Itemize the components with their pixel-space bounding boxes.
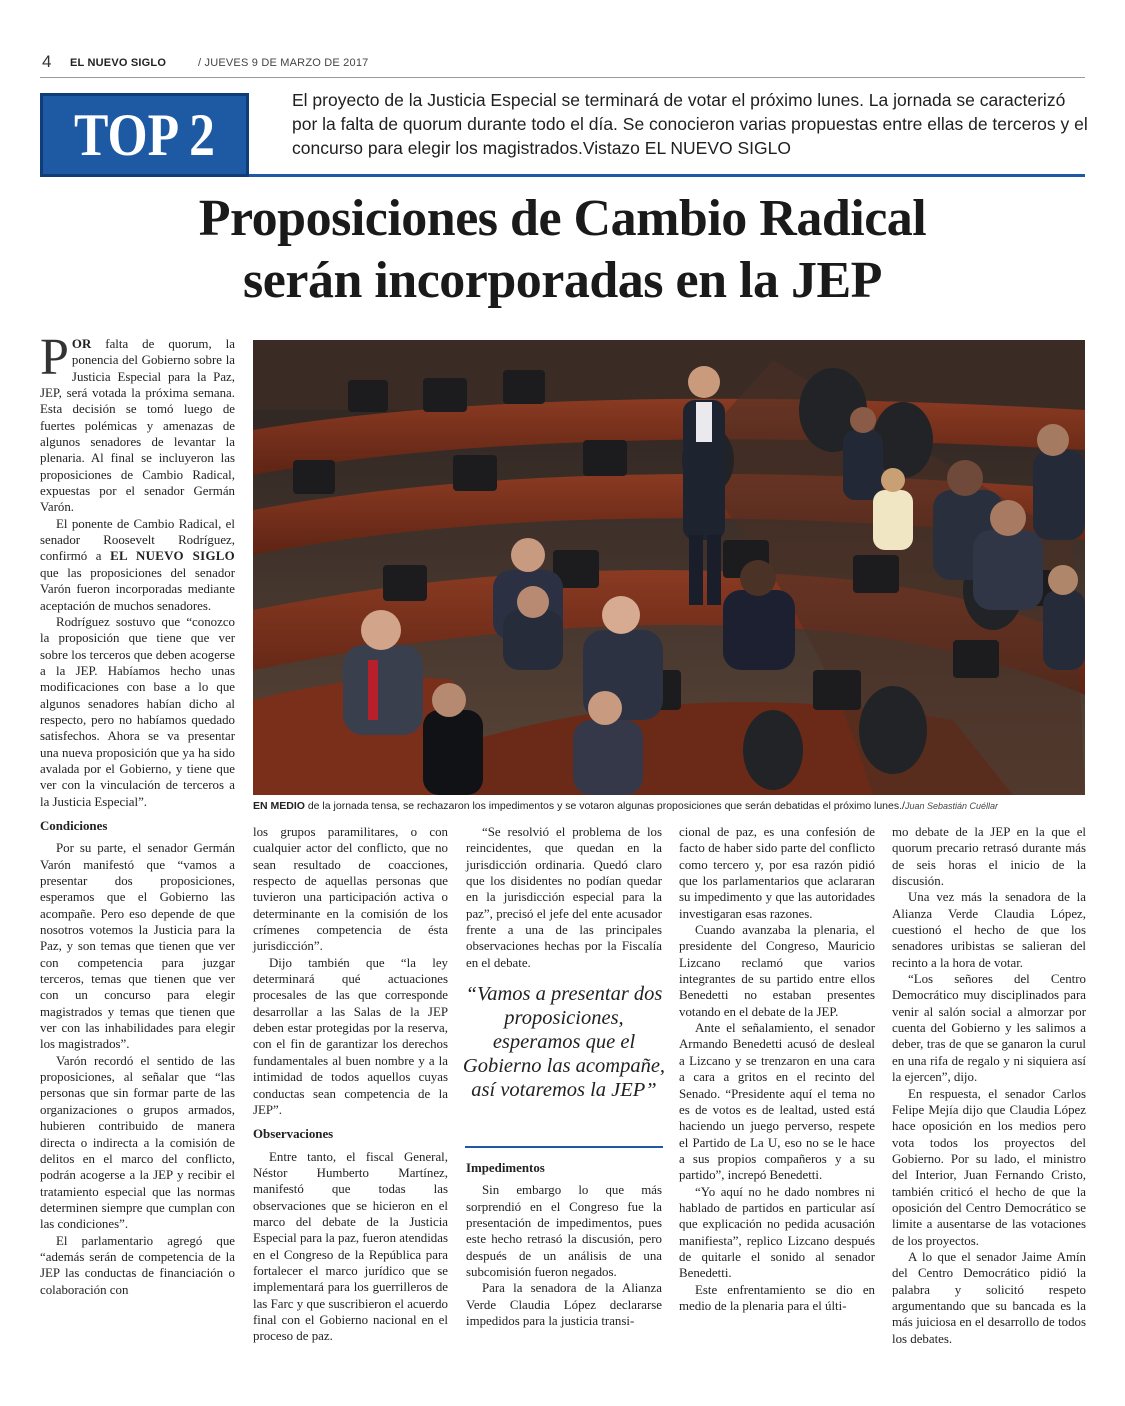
headline-line-2: serán incorporadas en la JEP: [243, 252, 882, 309]
paragraph: Rodríguez sostuvo que “conozco la proposición que tiene que ver sobre los terceros que deben acogerse a la JEP. Habíamos hecho unas modificaciones con base a lo que algunos senadores habían dicho al respecto, pero no habíamos quedado satisfechos. Ahora se va presentar una nueva proposición que ya ha sido avalada por el Gobierno, y tiene que ver con la vinculación de terceros a la Justicia Especial”.: [40, 614, 235, 809]
article-column-3-top: [466, 824, 662, 971]
page-number: 4: [42, 52, 52, 71]
paragraph: En respuesta, el senador Carlos Felipe Mejía dijo que Claudia López hace oposición en los medios pero vota todos los proyectos del Gobierno. Por su lado, el ministro del Interior, Juan Fernando Cristo, también criticó el hecho de que la oposición del Centro Democrático se limite a ausentarse de las votaciones de los proyectos.: [892, 1086, 1086, 1248]
paragraph: Sin embargo lo que más sorprendió en el Congreso fue la presentación de impedimentos, pues este hecho retrasó la discusión, pero después de un análisis de una subcomisión fueron negados.: [466, 1183, 662, 1280]
paragraph: Entre tanto, el fiscal General, Néstor Humberto Martínez, manifestó que todas las observaciones que se hicieron en el marco del debate de la Justicia Especial para la paz, fueron atendidas en el Congreso de la República para fortalecer el marco jurídico que se implementará para los guerrilleros de las Farc y que suscribieron el acuerdo final con el Gobierno nacional en el proceso de paz.: [253, 1149, 448, 1344]
top-label: TOP 2: [73, 102, 215, 168]
subheading-observaciones: Observaciones: [253, 1127, 334, 1142]
pull-quote: “Vamos a presentar dos proposiciones, esperamos que el Gobierno las acompañe, así votaremos la JEP”: [462, 983, 666, 1101]
headline-line-1: Proposiciones de Cambio Radical: [198, 190, 927, 247]
paragraph: Varón recordó el sentido de las proposiciones, al señalar que “las personas que sin formar parte de las organizaciones o grupos armados, hubieren contribuido de manera directa o indirecta a la comisión de delitos en el marco del conflicto, podrán acogerse a la JEP y recibir el tratamiento especial que las normas determinen siempre que cumplan con las condiciones”.: [40, 1053, 235, 1232]
headline: [60, 188, 1065, 312]
paragraph: “Se resolvió el problema de los reincidentes, que quedan en la jurisdicción ordinaria. Quedó claro que los disidentes no podían quedar en la jurisdicción especial para la paz”, precisó el jefe del ente acusador frente a una de las principales observaciones hechas por la Fiscalía en el debate.: [466, 825, 662, 970]
paragraph: los grupos paramilitares, o con cualquier actor del conflicto, que no sean resultado de coacciones, respecto de aquellas personas que tuvieron una participación activa o determinante en la comisión de los crímenes competencia de ésta jurisdicción”.: [253, 825, 448, 954]
article-column-1: [40, 329, 235, 1298]
paragraph: Para la senadora de la Alianza Verde Claudia López declararse impedidos para la justicia transi-: [466, 1281, 662, 1329]
paragraph: El ponente de Cambio Radical, el senador Roosevelt Rodríguez, confirmó a EL NUEVO SIGLO que las proposiciones del senador Varón fueron incorporadas mediante aceptación de muchos senadores.: [40, 516, 235, 613]
paper-name-inline: EL NUEVO SIGLO: [110, 549, 235, 564]
paragraph: Ante el señalamiento, el senador Armando Benedetti acusó de desleal a Lizcano y se trenzaron en una cara a cara a gritos en el recinto del Senado. “Presidente aquí el tema no es de votos es de lealtad, usted está haciendo un juego perverso, respete el Partido de La U, eso no se le hace a sus propios compañeros y a su partido”, increpó Benedetti.: [679, 1021, 875, 1183]
folio-paper-name: EL NUEVO SIGLO: [70, 57, 167, 69]
top-rule: [249, 174, 1085, 177]
summary-text: El proyecto de la Justicia Especial se terminará de votar el próximo lunes. La jornada se caracterizó por la falta de quorum durante todo el día. Se conocieron varias propuestas entre ellas de terceros y el concurso para elegir los magistrados.Vistazo EL NUEVO SIGLO: [292, 90, 1088, 158]
paragraph: Una vez más la senadora de la Alianza Verde Claudia López, cuestionó el hecho de que los senadores uribistas se salieran del recinto a la hora de votar.: [892, 890, 1086, 970]
article-column-3-bottom: [466, 1160, 662, 1329]
paragraph: POR falta de quorum, la ponencia del Gobierno sobre la Justicia Especial para la Paz, JEP, será votada la próxima semana. Esta decisión se tomó luego de fuertes polémicas y amenazas de algunos senadores de levantar la plenaria. Al final se incluyeron las proposiciones de Cambio Radical, expuestas por el senador Germán Varón.: [40, 329, 235, 515]
photo-caption: [253, 800, 1085, 812]
folio-date: / JUEVES 9 DE MARZO DE 2017: [198, 57, 369, 69]
subheading-condiciones: Condiciones: [40, 818, 108, 833]
photo-illustration: [253, 340, 1085, 795]
photo-credit: Juan Sebastián Cuéllar: [904, 801, 999, 811]
subheading-impedimentos: Impedimentos: [466, 1161, 545, 1175]
pull-quote-rule: [465, 1146, 663, 1148]
paragraph: cional de paz, es una confesión de facto de haber sido parte del conflicto como tercero y, por esa razón pidió que los parlamentarios que aclararan su impedimento y que las autoridades investigaran esas razones.: [679, 825, 875, 921]
caption-lead: EN MEDIO: [253, 800, 305, 812]
drop-cap: P: [40, 329, 69, 386]
senate-plenary-photo: [253, 340, 1085, 795]
paragraph: A lo que el senador Jaime Amín del Centro Democrático pidió la palabra y solicitó respeto argumentando que su bancada es la más juiciosa en el desarrollo de todos los debates.: [892, 1249, 1086, 1346]
paragraph: Por su parte, el senador Germán Varón manifestó que “vamos a presentar dos proposiciones, esperamos que el Gobierno las acompañe. Pero eso depende de que nosotros votemos la Justicia para la Paz, y son temas que tienen que ver con competencia para juzgar terceros, temas que tienen que ver con un concurso para elegir magistrados y temas que tienen que ver con las inhabilidades para elegir los magistrados”.: [40, 841, 235, 1052]
paragraph: “Yo aquí no he dado nombres ni hablado de partidos en particular así que explicación no pedida acusación manifiesta”, replico Lizcano después de quitarle el sonido al senador Benedetti.: [679, 1184, 875, 1281]
article-column-2: [253, 824, 448, 1345]
article-column-4: [679, 824, 875, 1314]
paragraph: Dijo también que “la ley determinará qué actuaciones procesales de las que corresponde desarrollar a las Salas de la JEP deben estar protegidas por la reserva, con el fin de garantizar los derechos fundamentales al buen nombre y a la intimidad de todos aquellos cuyas conductas sean competencia de la JEP”.: [253, 955, 448, 1117]
paragraph: “Los señores del Centro Democrático muy disciplinados para venir al salón social a almorzar por cuenta del Gobierno y les salimos a deber, tras de que se ganaron la curul en una rifa de regalo y ni siquiera así la ejercen”, dijo.: [892, 972, 1086, 1085]
paragraph: Este enfrentamiento se dio en medio de la plenaria para el últi-: [679, 1282, 875, 1313]
paragraph: mo debate de la JEP en la que el quorum precario retrasó durante más de seis horas el inicio de la discusión.: [892, 825, 1086, 889]
top-label-box: [40, 93, 249, 177]
caption-text: de la jornada tensa, se rechazaron los impedimentos y se votaron algunas proposiciones que serán debatidas el próximo lunes./: [304, 800, 905, 812]
article-column-5: [892, 824, 1086, 1347]
page-folio: [40, 50, 1085, 78]
lead-word: OR: [71, 337, 92, 351]
paragraph: El parlamentario agregó que “además serán de competencia de la JEP las conductas de financiación o colaboración con: [40, 1233, 235, 1297]
paragraph: Cuando avanzaba la plenaria, el presidente del Congreso, Mauricio Lizcano reclamó que varios integrantes de su partido entre ellos Benedetti no estaban presentes votando en el debate de la JEP.: [679, 923, 875, 1019]
